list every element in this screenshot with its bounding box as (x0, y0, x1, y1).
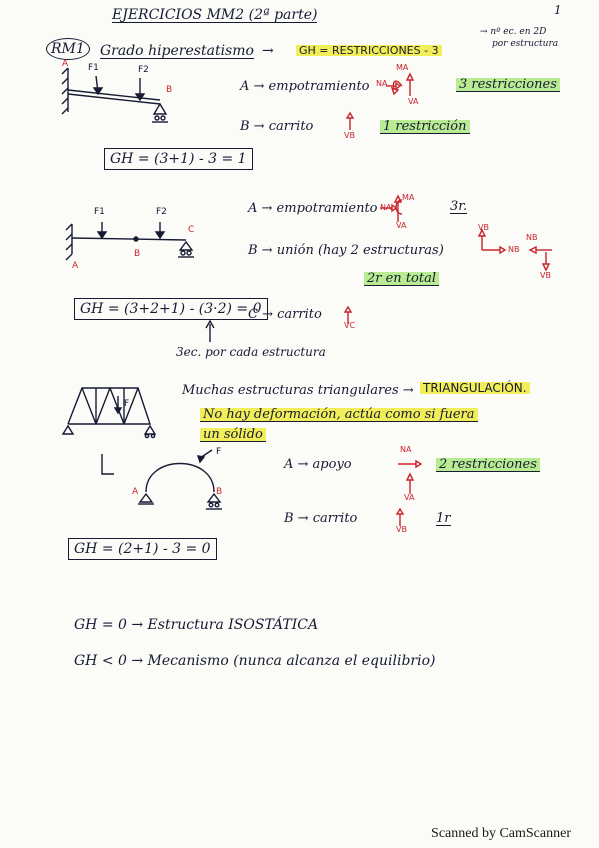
page-number: 1 (554, 3, 562, 17)
label-a-ex2: A (72, 261, 79, 271)
label-vb-ex2: VB (478, 223, 489, 232)
label-b: B (166, 85, 173, 95)
support-b-total-ex2: 2r en total (364, 272, 439, 286)
label-vb: VB (344, 131, 355, 140)
support-a-type-ex2: A → empotramiento (248, 201, 378, 216)
gh-result-1: GH = (3+1) - 3 = 1 (104, 148, 253, 170)
corner-mark (98, 452, 118, 478)
arch-diagram (130, 448, 230, 520)
triangulation-line2: No hay deformación, actúa como si fuera (200, 408, 478, 422)
reaction-icons-a-ex3 (396, 452, 426, 498)
label-nb-ex2: NB (508, 245, 520, 254)
support-a-count-ex3: 2 restricciones (436, 458, 540, 472)
heading-arrow: → (262, 43, 274, 59)
triangulation-highlight: TRIANGULACIÓN. (420, 382, 530, 394)
label-nb-right-ex2: NB (526, 233, 538, 242)
label-va-ex2: VA (396, 221, 407, 230)
support-a-count: 3 restricciones (456, 78, 560, 92)
equations-per-structure-note: 3ec. por cada estructura (176, 345, 326, 359)
label-vc-ex2: VC (344, 321, 356, 330)
equations-note-line1: → nº ec. en 2D (480, 27, 547, 37)
support-b-count-ex3: 1r (436, 511, 451, 526)
triangulation-line3: un sólido (200, 428, 266, 442)
support-b-type-ex2: B → unión (hay 2 estructuras) (248, 243, 444, 258)
support-b-count: 1 restricción (380, 120, 470, 134)
label-ma-ex2: MA (402, 193, 415, 202)
label-f-truss: F (124, 399, 130, 409)
label-b-ex2: B (134, 249, 141, 259)
gh-result-3: GH = (2+1) - 3 = 0 (68, 538, 217, 560)
equations-note-line2: por estructura (492, 39, 559, 49)
section-heading: Grado hiperestatismo (100, 43, 254, 59)
label-na-ex2: NA (380, 203, 392, 212)
gh-formula: GH = RESTRICCIONES - 3 (296, 45, 442, 56)
support-b-type: B → carrito (240, 119, 314, 134)
summary-isostatic: GH = 0 → Estructura ISOSTÁTICA (74, 617, 319, 633)
label-va: VA (408, 97, 419, 106)
support-a-type-ex3: A → apoyo (284, 457, 352, 472)
label-na: NA (376, 79, 388, 88)
note-pointer-arrow (204, 318, 216, 344)
label-a-arch: A (132, 487, 139, 497)
gh-result-2: GH = (3+2+1) - (3·2) = 0 (74, 298, 268, 320)
support-b-type-ex3: B → carrito (284, 511, 358, 526)
exercise-tag: RM1 (46, 38, 90, 60)
label-f2-ex2: F2 (156, 207, 167, 217)
label-ma: MA (396, 63, 409, 72)
label-vb-right-ex2: VB (540, 271, 551, 280)
reaction-icon-b (340, 112, 360, 132)
support-a-count-ex2: 3r. (450, 199, 468, 214)
label-va-ex3: VA (404, 493, 415, 502)
triangulation-line1: Muchas estructuras triangulares → (182, 383, 414, 398)
label-a: A (62, 59, 69, 69)
scanner-watermark: Scanned by CamScanner (431, 826, 571, 841)
support-a-type: A → empotramiento (240, 79, 370, 94)
label-f2: F2 (138, 65, 149, 75)
label-na-ex3: NA (400, 445, 412, 454)
label-b-arch: B (216, 487, 223, 497)
beam-diagram-1 (58, 60, 188, 130)
truss-diagram (60, 378, 160, 438)
support-c-type-ex2: C → carrito (248, 307, 322, 322)
label-c-ex2: C (188, 225, 195, 235)
label-vb-ex3: VB (396, 525, 407, 534)
label-f-arch: F (216, 447, 222, 457)
summary-mechanism: GH < 0 → Mecanismo (nunca alcanza el equilibrio) (74, 653, 436, 669)
label-f1-ex2: F1 (94, 207, 105, 217)
page-title: EJERCICIOS MM2 (2ª parte) (112, 7, 318, 23)
label-f1: F1 (88, 63, 99, 73)
